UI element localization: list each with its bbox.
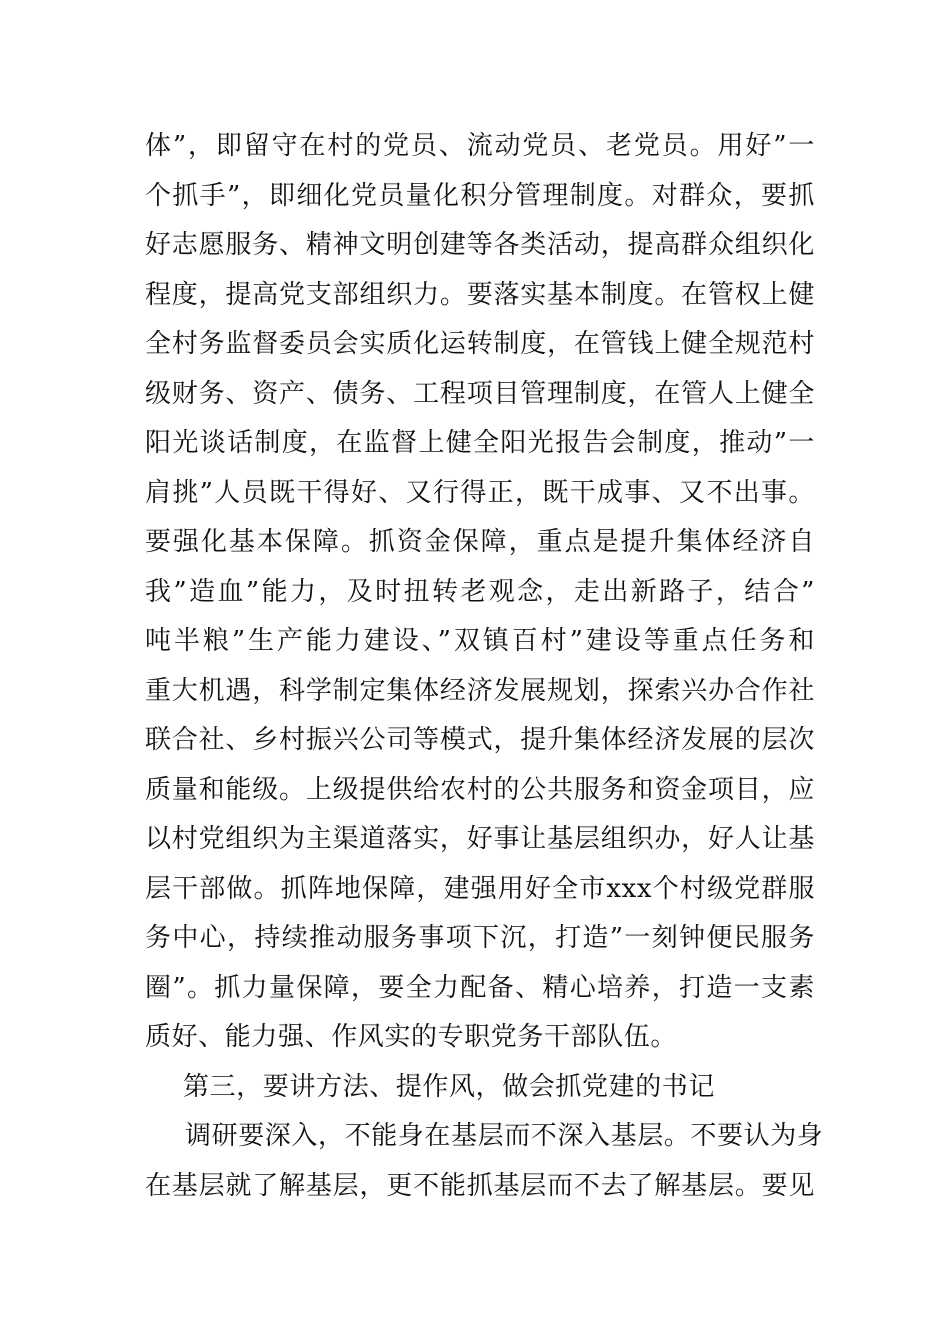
document-body bbox=[145, 122, 824, 1211]
text-line: 我”造血”能力，及时扭转老观念，走出新路子，结合” bbox=[145, 576, 815, 607]
text-line: 吨半粮”生产能力建设、”双镇百村”建设等重点任务和 bbox=[145, 626, 815, 656]
text-line: 个抓手”，即细化党员量化积分管理制度。对群众，要抓 bbox=[145, 180, 815, 211]
text-line: 阳光谈话制度，在监督上健全阳光报告会制度，推动”一 bbox=[145, 428, 815, 458]
text-line: 以村党组织为主渠道落实，好事让基层组织办，好人让基 bbox=[145, 824, 815, 854]
text-line: 层干部做。抓阵地保障，建强用好全市xxx个村级党群服 bbox=[145, 873, 815, 904]
text-line: 级财务、资产、债务、工程项目管理制度，在管人上健全 bbox=[145, 378, 815, 409]
text-line: 质好、能力强、作风实的专职党务干部队伍。 bbox=[145, 1022, 678, 1052]
text-line: 肩挑”人员既干得好、又行得正，既干成事、又不出事。 bbox=[145, 477, 815, 508]
text-line: 在基层就了解基层，更不能抓基层而不去了解基层。要见 bbox=[145, 1170, 815, 1201]
text-line: 圈”。抓力量保障，要全力配备、精心培养，打造一支素 bbox=[145, 972, 815, 1003]
text-line: 重大机遇，科学制定集体经济发展规划，探索兴办合作社 bbox=[145, 675, 815, 706]
section-heading: 第三，要讲方法、提作风，做会抓党建的书记 bbox=[183, 1071, 716, 1102]
text-line: 质量和能级。上级提供给农村的公共服务和资金项目，应 bbox=[145, 774, 815, 805]
text-line: 全村务监督委员会实质化运转制度，在管钱上健全规范村 bbox=[145, 329, 815, 359]
text-line: 调研要深入，不能身在基层而不深入基层。不要认为身 bbox=[185, 1121, 824, 1151]
text-line: 体”，即留守在村的党员、流动党员、老党员。用好”一 bbox=[145, 131, 815, 161]
text-line: 要强化基本保障。抓资金保障，重点是提升集体经济自 bbox=[145, 527, 815, 557]
text-line: 务中心，持续推动服务事项下沉，打造”一刻钟便民服务 bbox=[145, 923, 815, 953]
text-line: 程度，提高党支部组织力。要落实基本制度。在管权上健 bbox=[145, 279, 815, 310]
text-line: 联合社、乡村振兴公司等模式，提升集体经济发展的层次 bbox=[145, 725, 815, 755]
text-line: 好志愿服务、精神文明创建等各类活动，提高群众组织化 bbox=[145, 230, 815, 260]
